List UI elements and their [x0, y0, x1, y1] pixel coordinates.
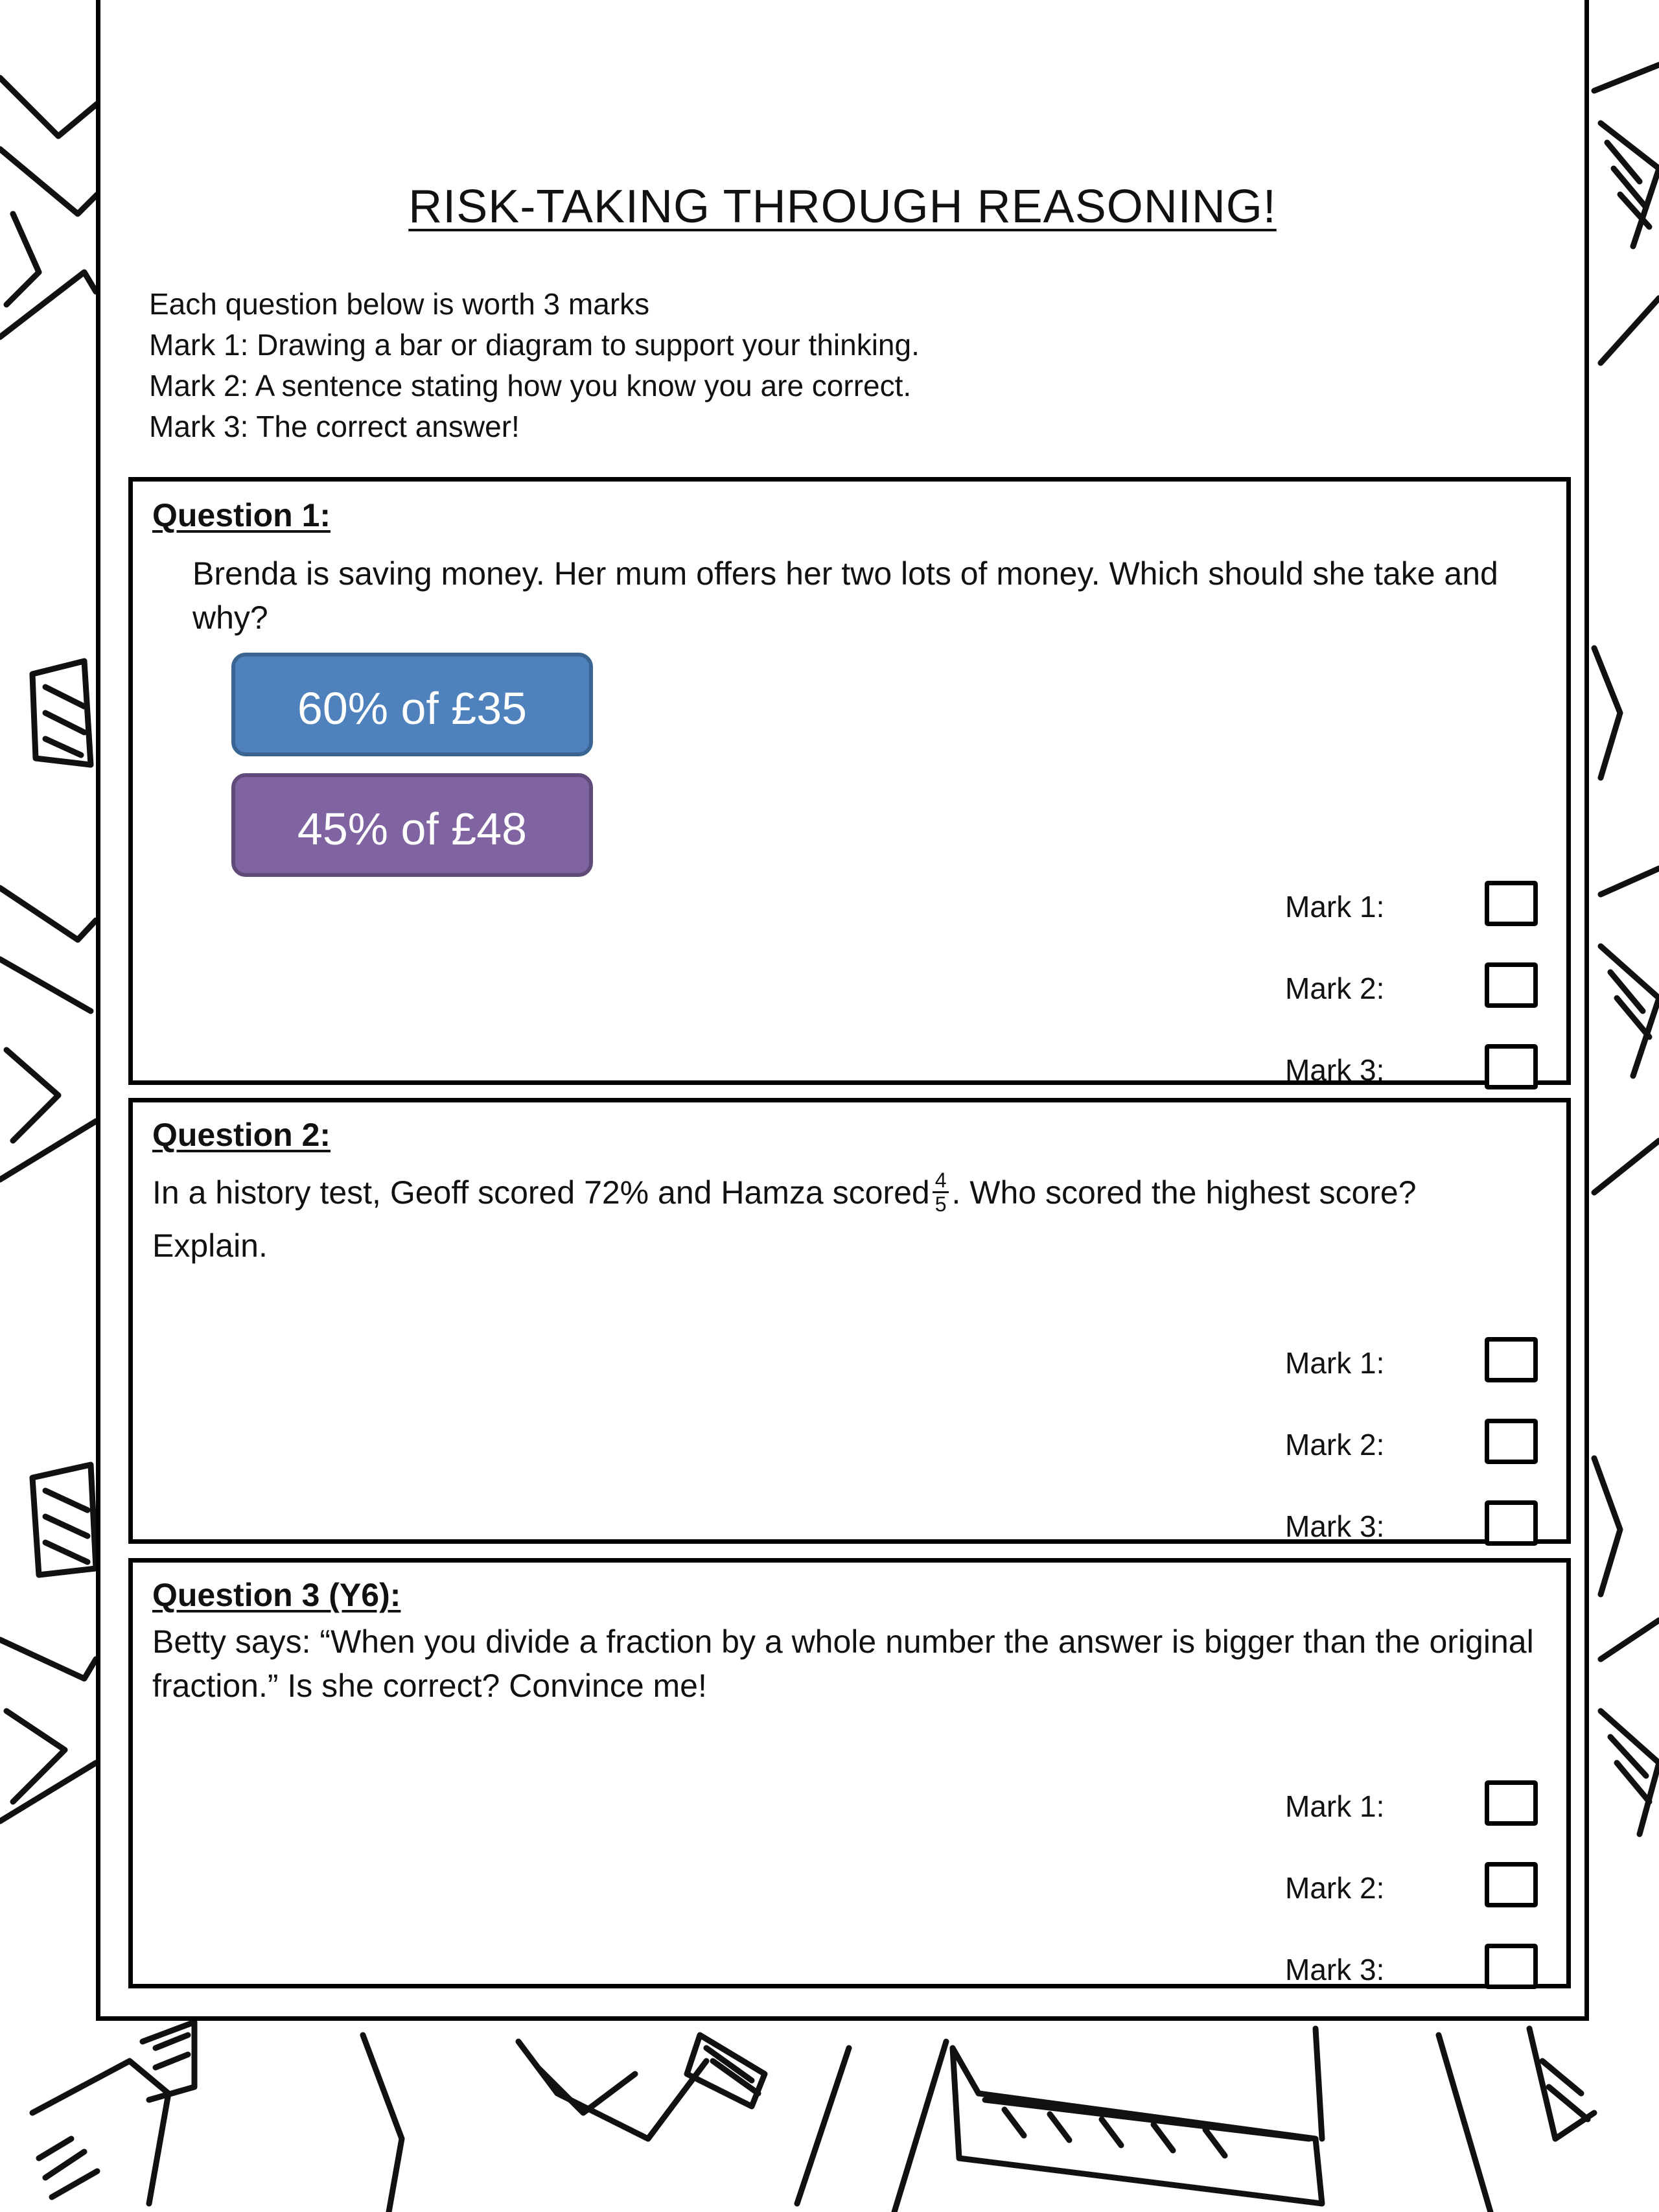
instruction-line: Each question below is worth 3 marks	[149, 287, 650, 321]
mark-checkbox[interactable]	[1485, 1780, 1538, 1826]
worksheet-page	[96, 0, 1589, 2021]
marking-instructions	[149, 284, 920, 447]
mark-label: Mark 3:	[1285, 1053, 1385, 1087]
mark-checkbox[interactable]	[1485, 1862, 1538, 1907]
mark-checklist	[1285, 870, 1538, 1115]
question-heading: Question 1:	[152, 497, 331, 533]
mark-row	[1285, 1327, 1538, 1408]
question-text: Brenda is saving money. Her mum offers her two lots of money. Which should she take and why?	[192, 555, 1498, 636]
mark-label: Mark 2:	[1285, 1871, 1385, 1905]
mark-checkbox[interactable]	[1485, 1044, 1538, 1089]
mark-label: Mark 2:	[1285, 1428, 1385, 1461]
question-heading: Question 2:	[152, 1117, 331, 1153]
mark-label: Mark 3:	[1285, 1509, 1385, 1543]
option-45-percent-of-48: 45% of £48	[231, 773, 593, 877]
mark-label: Mark 1:	[1285, 1789, 1385, 1823]
question-heading: Question 3 (Y6):	[152, 1577, 401, 1613]
mark-row	[1285, 1933, 1538, 2015]
option-60-percent-of-35: 60% of £35	[231, 653, 593, 756]
mark-label: Mark 1:	[1285, 1346, 1385, 1380]
question-text-end: . Who scored the highest score? Explain.	[152, 1174, 1417, 1264]
question-text	[152, 1166, 1526, 1272]
fraction	[933, 1169, 949, 1215]
mark-checklist	[1285, 1770, 1538, 2015]
mark-label: Mark 2:	[1285, 972, 1385, 1005]
mark-label: Mark 3:	[1285, 1953, 1385, 1986]
fraction-numerator: 4	[933, 1169, 949, 1193]
mark-row	[1285, 952, 1538, 1034]
mark-checklist	[1285, 1327, 1538, 1572]
question-1-box	[128, 477, 1571, 1085]
mark-row	[1285, 1408, 1538, 1490]
mark-row	[1285, 1852, 1538, 1933]
mark-checkbox[interactable]	[1485, 1500, 1538, 1546]
instruction-line: Mark 3: The correct answer!	[149, 410, 520, 443]
question-3-box	[128, 1558, 1571, 1988]
mark-checkbox[interactable]	[1485, 962, 1538, 1008]
instruction-line: Mark 1: Drawing a bar or diagram to support your thinking.	[149, 328, 920, 362]
page-title: RISK-TAKING THROUGH REASONING!	[408, 181, 1277, 233]
mark-checkbox[interactable]	[1485, 1944, 1538, 1989]
mark-row	[1285, 1770, 1538, 1852]
instruction-line: Mark 2: A sentence stating how you know you are correct.	[149, 369, 912, 402]
question-text-start: In a history test, Geoff scored 72% and Hamza scored	[152, 1174, 930, 1211]
fraction-denominator: 5	[934, 1193, 947, 1217]
mark-checkbox[interactable]	[1485, 1337, 1538, 1382]
mark-label: Mark 1:	[1285, 890, 1385, 924]
mark-checkbox[interactable]	[1485, 1419, 1538, 1464]
mark-checkbox[interactable]	[1485, 881, 1538, 926]
mark-row	[1285, 870, 1538, 952]
question-text: Betty says: “When you divide a fraction by a whole number the answer is bigger than the original fraction.” Is she correct? Convince me!	[152, 1624, 1534, 1704]
question-2-box	[128, 1098, 1571, 1544]
